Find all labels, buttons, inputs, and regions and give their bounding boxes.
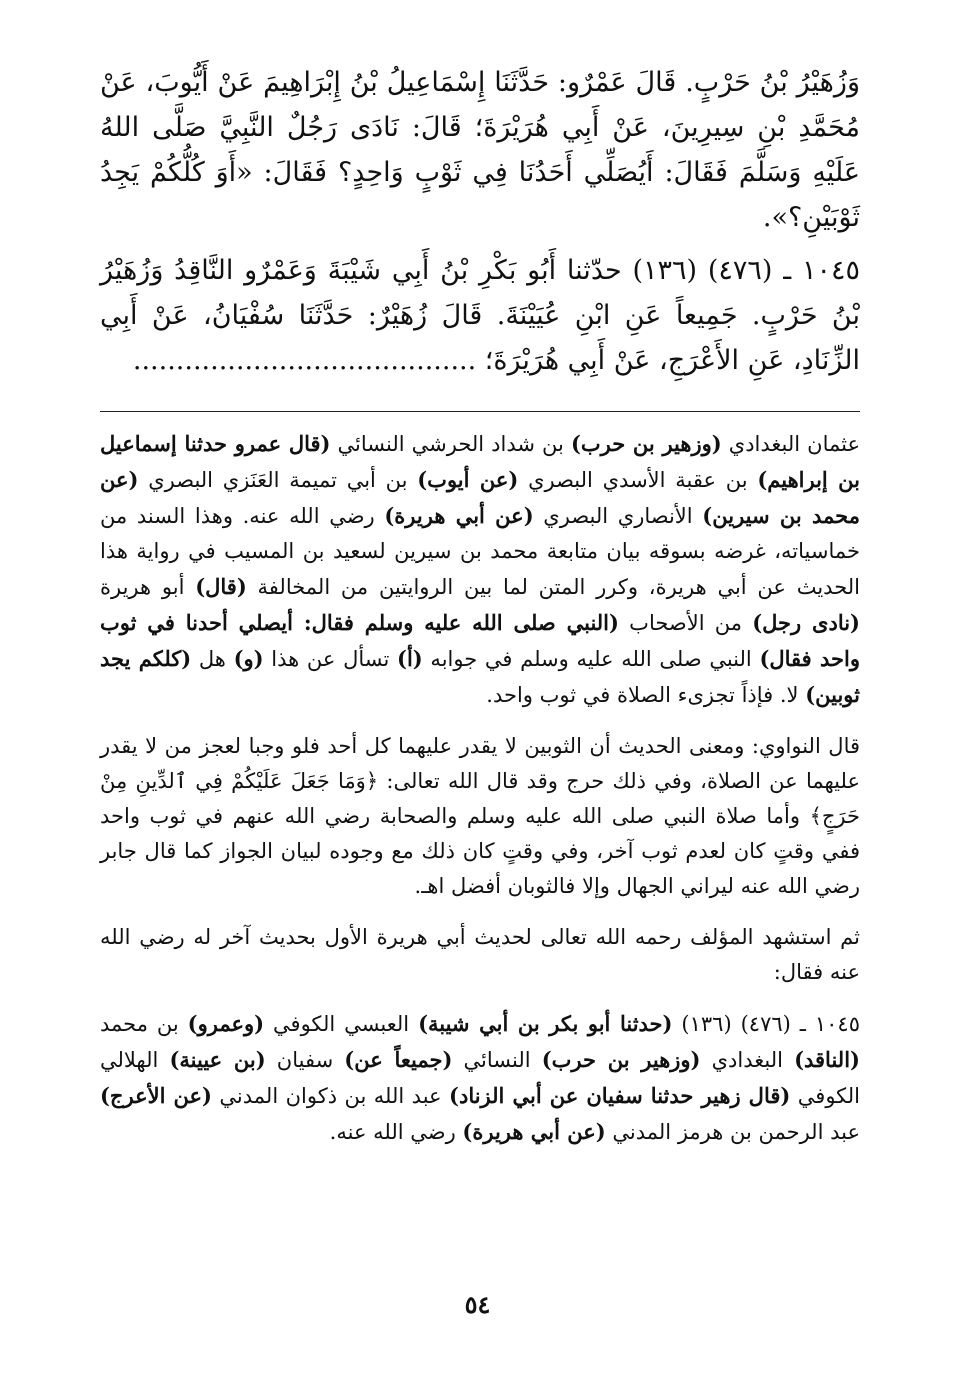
commentary-paragraph-1: [100, 426, 860, 713]
continuation-dots: ........................................: [132, 345, 477, 376]
page-number: ٥٤: [464, 1290, 491, 1319]
bold-text-segment: (أ): [397, 646, 423, 671]
text-segment: بن أبي تميمة العَنَزي البصري: [138, 468, 418, 492]
text-segment: قال النواوي: ومعنى الحديث أن الثوبين لا يقدر عليهما كل أحد فلو وجبا لعجز من لا يقدر عليهما عن الصلاة، وفي ذلك حرج وقد قال الله تعالى:: [100, 734, 860, 793]
bold-text-segment: (قال زهير حدثنا سفيان عن أبي الزناد): [449, 1083, 791, 1108]
bold-text-segment: (النبي صلى الله عليه وسلم فقال: أيصلي أحدنا في ثوب واحد فقال): [100, 610, 860, 671]
bold-text-segment: (عن أبي هريرة): [384, 503, 534, 528]
bold-text-segment: (حدثنا أبو بكر بن أبي شيبة): [418, 1011, 673, 1036]
text-segment: عبد الله بن ذكوان المدني: [211, 1084, 450, 1108]
bold-text-segment: (قال عمرو حدثنا إسماعيل بن إبراهيم): [100, 431, 860, 492]
hadith-text: [100, 60, 860, 383]
bold-text-segment: (وزهير بن حرب): [570, 431, 722, 456]
text-segment: أبو هريرة: [100, 575, 196, 599]
text-segment: تسأل عن هذا: [263, 647, 398, 671]
text-segment: ١٠٤٥ ـ (٤٧٦) (١٣٦): [672, 1012, 860, 1036]
text-segment: ﴿وَمَا جَعَلَ عَلَيْكُمْ فِي ٱلدِّينِ مِنْ حَرَجٍ﴾: [100, 769, 860, 828]
commentary-paragraph-4: [100, 1006, 860, 1150]
bold-text-segment: (كلكم يجد ثوبين): [100, 646, 860, 707]
text-segment: رضي الله عنه.: [329, 1120, 463, 1144]
text-segment: البغدادي: [700, 1048, 795, 1072]
bold-text-segment: (عن محمد بن سيرين): [100, 467, 860, 528]
hadith-paragraph-2-text: ١٠٤٥ ـ (٤٧٦) (١٣٦) حدّثنا أَبُو بَكْرِ بْنُ أَبِي شَيْبَةَ وَعَمْرٌو النَّاقِدُ وَزُهَيْرُ بْنُ حَرْبٍ. جَمِيعاً عَنِ ابْنِ عُيَيْنَةَ. قَالَ زُهَيْرٌ: حَدَّثَنَا سُفْيَانُ، عَنْ أَبِي الزِّنَادِ، عَنِ الأَعْرَجِ، عَنْ أَبِي هُرَيْرَةَ؛: [100, 255, 860, 376]
text-segment: وأما صلاة النبي صلى الله عليه وسلم والصحابة رضي الله عنهم في ثوب واحد ففي وقتٍ كان لعدم ثوب آخر، وفي وقتٍ كان ذلك مع وجوده لبيان الجواز كما قال جابر رضي الله عنه ليراني الجهال وإلا فالثوبان أفضل اهـ.: [100, 804, 860, 898]
text-segment: العبسي الكوفي: [264, 1012, 419, 1036]
footnote-divider: [100, 411, 860, 412]
bold-text-segment: (و): [233, 646, 264, 671]
text-segment: عثمان البغدادي: [721, 432, 860, 456]
hadith-paragraph-1: وَزُهَيْرُ بْنُ حَرْبٍ. قَالَ عَمْرٌو: حَدَّثَنَا إِسْمَاعِيلُ بْنُ إِبْرَاهِيمَ عَنْ أَيُّوبَ، عَنْ مُحَمَّدِ بْنِ سِيرِينَ، عَنْ أَبِي هُرَيْرَةَ؛ قَالَ: نَادَى رَجُلٌ النَّبِيَّ صَلَّى اللهُ عَلَيْهِ وَسَلَّمَ فَقَالَ: أَيُصَلِّي أَحَدُنَا فِي ثَوْبٍ وَاحِدٍ؟ فَقَالَ: «أَوَ كُلُّكُمْ يَجِدُ ثَوْبَيْنِ؟».: [100, 67, 860, 233]
bold-text-segment: (عن أيوب): [417, 467, 519, 492]
text-segment: عبد الرحمن بن هرمز المدني: [605, 1120, 860, 1144]
bold-text-segment: (بن عيينة): [169, 1047, 266, 1072]
bold-text-segment: (جميعاً عن): [344, 1047, 453, 1072]
text-segment: الأنصاري البصري: [533, 504, 703, 528]
text-segment: بن عقبة الأسدي البصري: [518, 468, 758, 492]
text-segment: النبي صلى الله عليه وسلم في جوابه: [422, 647, 760, 671]
bold-text-segment: (نادى رجل): [752, 610, 860, 635]
text-segment: بن محمد: [100, 1012, 188, 1036]
commentary-text: [100, 426, 860, 1150]
bold-text-segment: (عن أبي هريرة): [462, 1119, 606, 1144]
hadith-paragraph-2: [100, 248, 860, 383]
bold-text-segment: (الناقد): [794, 1047, 860, 1072]
text-segment: الهلالي الكوفي: [100, 1048, 860, 1108]
text-segment: ثم استشهد المؤلف رحمه الله تعالى لحديث أبي هريرة الأول بحديث آخر له رضي الله عنه فقال:: [100, 925, 860, 984]
bold-text-segment: (قال): [195, 574, 247, 599]
text-segment: هل: [191, 647, 234, 671]
bold-text-segment: (عن الأعرج): [100, 1083, 212, 1108]
text-segment: بن شداد الحرشي النسائي: [330, 432, 571, 456]
commentary-paragraph-2: [100, 729, 860, 904]
text-segment: لا. فإذاً تجزىء الصلاة في ثوب واحد.: [486, 683, 806, 707]
text-segment: سفيان: [265, 1048, 345, 1072]
commentary-paragraph-3: [100, 920, 860, 990]
text-segment: النسائي: [452, 1048, 542, 1072]
text-segment: رضي الله عنه. وهذا السند من خماسياته، غرضه بسوقه بيان متابعة محمد بن سيرين لسعيد بن المسيب في رواية هذا الحديث عن أبي هريرة، وكرر المتن لما بين الروايتين من المخالفة: [100, 504, 860, 599]
text-segment: من الأصحاب: [618, 611, 753, 635]
bold-text-segment: (وعمرو): [187, 1011, 265, 1036]
bold-text-segment: (وزهير بن حرب): [541, 1047, 701, 1072]
